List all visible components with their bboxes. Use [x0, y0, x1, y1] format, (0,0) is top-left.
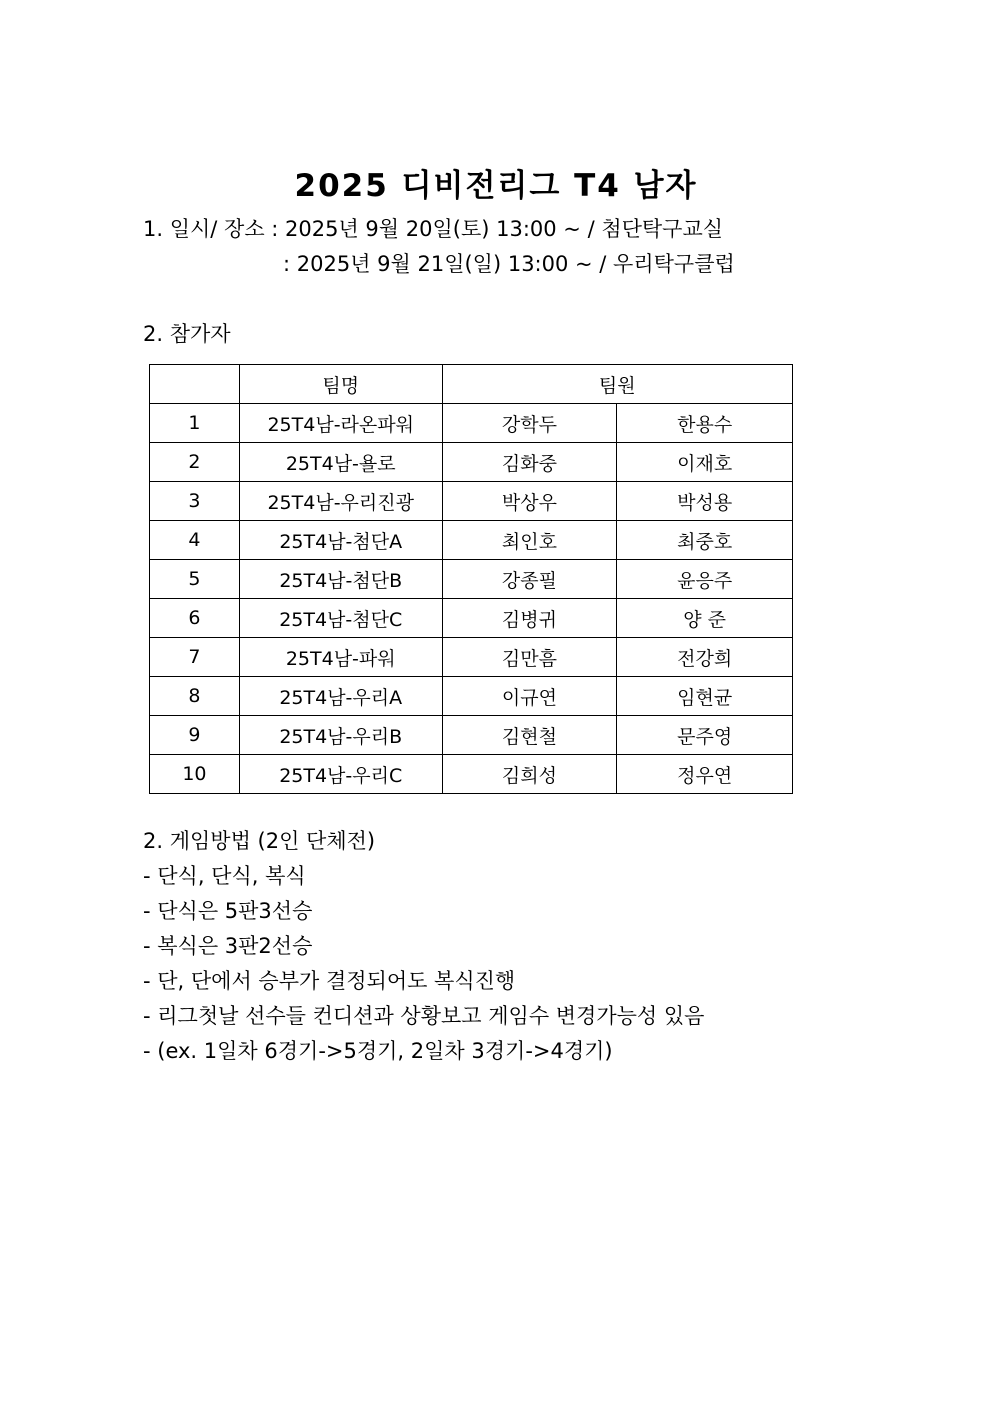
game-method-item: - 리그첫날 선수들 컨디션과 상황보고 게임수 변경가능성 있음: [143, 1004, 705, 1028]
row-number: 7: [150, 638, 240, 677]
participants-heading: 2. 참가자: [143, 322, 231, 346]
member-2: 문주영: [617, 716, 793, 755]
schedule-line-2: : 2025년 9월 21일(일) 13:00 ~ / 우리탁구클럽: [283, 252, 735, 276]
team-name: 25T4남-라온파워: [239, 404, 442, 443]
team-name: 25T4남-파워: [239, 638, 442, 677]
member-2: 정우연: [617, 755, 793, 794]
member-1: 이규연: [442, 677, 617, 716]
row-number: 2: [150, 443, 240, 482]
game-method-item: - (ex. 1일차 6경기->5경기, 2일차 3경기->4경기): [143, 1039, 613, 1063]
team-name: 25T4남-첨단C: [239, 599, 442, 638]
game-method-item: - 단, 단에서 승부가 결정되어도 복식진행: [143, 969, 516, 993]
member-2: 윤응주: [617, 560, 793, 599]
table-row: [150, 521, 793, 560]
member-1: 김현철: [442, 716, 617, 755]
table-header-row: [150, 365, 793, 404]
member-2: 임현균: [617, 677, 793, 716]
member-1: 김화중: [442, 443, 617, 482]
row-number: 4: [150, 521, 240, 560]
member-2: 전강희: [617, 638, 793, 677]
member-2: 양 준: [617, 599, 793, 638]
member-1: 강종필: [442, 560, 617, 599]
member-1: 김희성: [442, 755, 617, 794]
member-1: 최인호: [442, 521, 617, 560]
member-2: 한용수: [617, 404, 793, 443]
table-row: [150, 404, 793, 443]
team-name: 25T4남-첨단A: [239, 521, 442, 560]
game-method-item: - 단식은 5판3선승: [143, 899, 313, 923]
row-number: 9: [150, 716, 240, 755]
game-method-item: - 복식은 3판2선승: [143, 934, 313, 958]
table-row: [150, 638, 793, 677]
table-row: [150, 560, 793, 599]
table-row: [150, 677, 793, 716]
row-number: 5: [150, 560, 240, 599]
row-number: 1: [150, 404, 240, 443]
member-1: 박상우: [442, 482, 617, 521]
table-row: [150, 716, 793, 755]
team-name: 25T4남-우리C: [239, 755, 442, 794]
member-1: 강학두: [442, 404, 617, 443]
member-2: 박성용: [617, 482, 793, 521]
team-name: 25T4남-욜로: [239, 443, 442, 482]
header-team-name: 팀명: [239, 365, 442, 404]
row-number: 10: [150, 755, 240, 794]
row-number: 3: [150, 482, 240, 521]
document-title: 2025 디비전리그 T4 남자: [294, 168, 698, 204]
member-2: 이재호: [617, 443, 793, 482]
table-row: [150, 482, 793, 521]
team-name: 25T4남-첨단B: [239, 560, 442, 599]
schedule-line-1: 1. 일시/ 장소 : 2025년 9월 20일(토) 13:00 ~ / 첨단탁구교실: [143, 217, 724, 241]
team-name: 25T4남-우리진광: [239, 482, 442, 521]
header-number: [150, 365, 240, 404]
row-number: 8: [150, 677, 240, 716]
game-method-item: - 단식, 단식, 복식: [143, 864, 306, 888]
table-row: [150, 443, 793, 482]
table-row: [150, 755, 793, 794]
member-1: 김병귀: [442, 599, 617, 638]
header-team-members: 팀원: [442, 365, 792, 404]
table-row: [150, 599, 793, 638]
team-name: 25T4남-우리A: [239, 677, 442, 716]
member-2: 최중호: [617, 521, 793, 560]
game-method-heading: 2. 게임방법 (2인 단체전): [143, 829, 376, 853]
participants-table: [149, 364, 793, 794]
row-number: 6: [150, 599, 240, 638]
team-name: 25T4남-우리B: [239, 716, 442, 755]
member-1: 김만흠: [442, 638, 617, 677]
